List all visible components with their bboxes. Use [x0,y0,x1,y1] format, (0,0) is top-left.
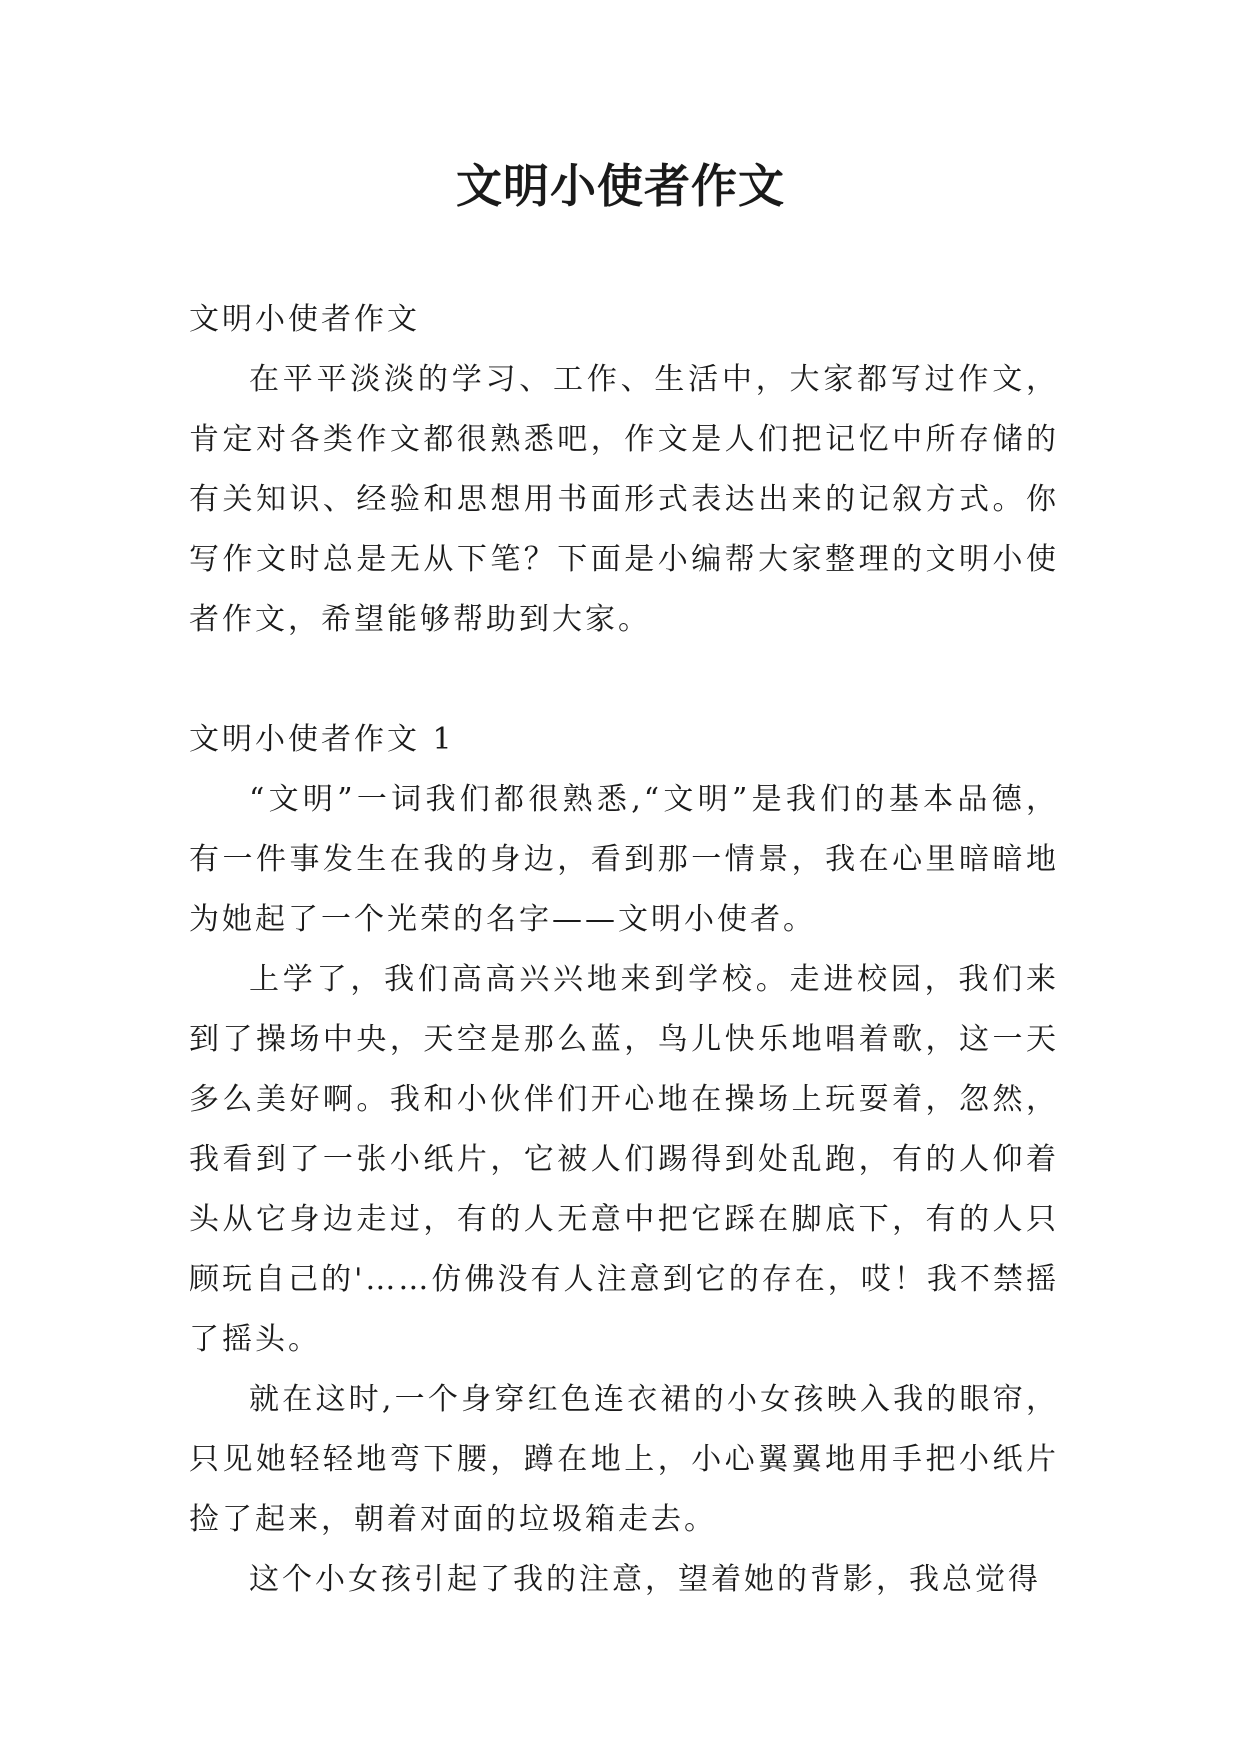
document-title: 文明小使者作文 [456,159,785,213]
essay-1-paragraph: 就在这时,一个身穿红色连衣裙的小女孩映入我的眼帘，只见她轻轻地弯下腰，蹲在地上，小心翼翼地用手把小纸片捡了起来，朝着对面的垃圾箱走去。 [189,1382,1059,1537]
intro-heading: 文明小使者作文 [189,302,420,337]
document-body [189,290,1059,1610]
intro-paragraph: 在平平淡淡的学习、工作、生活中，大家都写过作文，肯定对各类作文都很熟悉吧，作文是人们把记忆中所存储的有关知识、经验和思想用书面形式表达出来的记叙方式。你写作文时总是无从下笔？下面是小编帮大家整理的文明小使者作文，希望能够帮助到大家。 [189,362,1059,637]
essay-1-paragraph: “文明”一词我们都很熟悉,“文明”是我们的基本品德，有一件事发生在我的身边，看到那一情景，我在心里暗暗地为她起了一个光荣的名字——文明小使者。 [189,782,1059,937]
essay-1-heading: 文明小使者作文 1 [189,722,455,757]
essay-1-paragraph: 这个小女孩引起了我的注意，望着她的背影，我总觉得 [249,1562,1041,1597]
essay-1-paragraph: 上学了，我们高高兴兴地来到学校。走进校园，我们来到了操场中央，天空是那么蓝，鸟儿快乐地唱着歌，这一天多么美好啊。我和小伙伴们开心地在操场上玩耍着，忽然，我看到了一张小纸片，它被人们踢得到处乱跑，有的人仰着头从它身边走过，有的人无意中把它踩在脚底下，有的人只顾玩自己的'……仿佛没有人注意到它的存在，哎！我不禁摇了摇头。 [189,962,1059,1357]
